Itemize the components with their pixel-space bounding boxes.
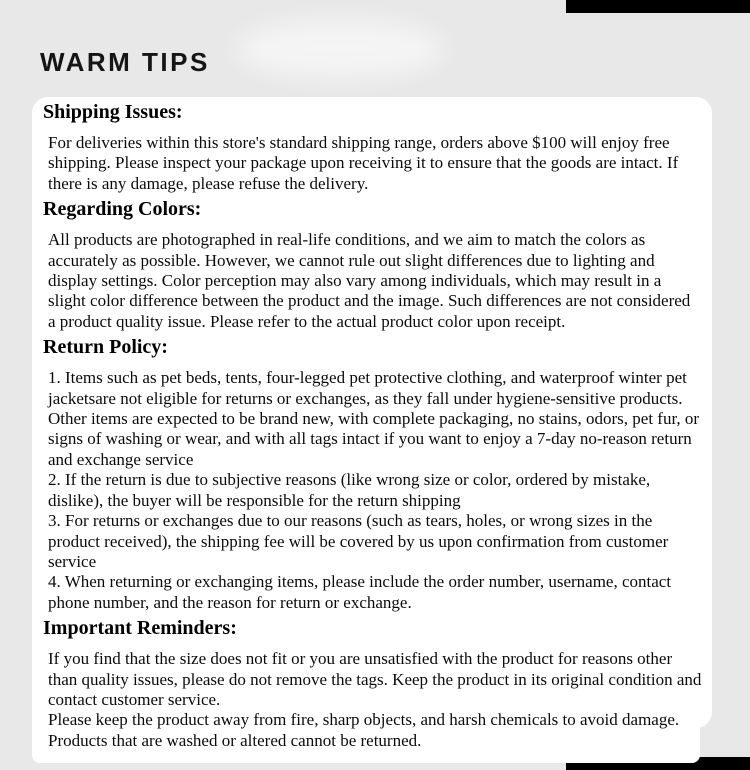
tips-section [32, 336, 712, 613]
tips-section [32, 101, 712, 194]
section-paragraph: All products are photographed in real-life conditions, and we aim to match the colors as accurately as possible. However, we cannot rule out slight differences due to lighting and display settings. Color perception may also vary among individuals, which may result in a slight color difference between the product and the image. Such differences are not considered a product quality issue. Please refer to the actual product color upon receipt. [48, 230, 691, 331]
page-title: WARM TIPS [40, 47, 210, 78]
section-heading: Important Reminders: [43, 617, 237, 640]
section-paragraph: 3. For returns or exchanges due to our reasons (such as tears, holes, or wrong sizes in the product received), the shipping fee will be covered by us upon confirmation from customer service [48, 511, 669, 571]
section-paragraph: 1. Items such as pet beds, tents, four-legged pet protective clothing, and waterproof winter pet jacketsare not eligible for returns or exchanges, as they fall under hygiene-sensitive products. Other items are expected to be brand new, with complete packaging, no stains, odors, pet fur, or signs of washing or wear, and with all tags intact if you want to enjoy a 7-day no-reason return and exchange service [48, 368, 700, 469]
top-right-black-bar [566, 0, 750, 13]
section-paragraph: 2. If the return is due to subjective reasons (like wrong size or color, ordered by mistake, dislike), the buyer will be responsible for the return shipping [48, 470, 651, 510]
section-heading: Shipping Issues: [43, 101, 183, 123]
section-heading: Regarding Colors: [43, 198, 202, 221]
tips-card [32, 97, 712, 751]
blurred-watermark [235, 20, 445, 78]
tips-section [32, 617, 712, 751]
section-paragraph: If you find that the size does not fit or you are unsatisfied with the product for reasons other than quality issues, please do not remove the tags. Keep the product in its original condition and contact customer service. [48, 649, 702, 709]
tips-section [32, 198, 712, 332]
section-paragraph: 4. When returning or exchanging items, please include the order number, username, contact phone number, and the reason for return or exchange. [48, 572, 672, 612]
section-heading: Return Policy: [43, 336, 168, 359]
section-paragraph: For deliveries within this store's standard shipping range, orders above $100 will enjoy free shipping. Please inspect your package upon receiving it to ensure that the goods are intact. If there is any damage, please refuse the delivery. [48, 133, 679, 193]
tips-sections [32, 101, 712, 751]
section-paragraph: Please keep the product away from fire, sharp objects, and harsh chemicals to avoid damage. Products that are washed or altered cannot be returned. [48, 710, 680, 750]
